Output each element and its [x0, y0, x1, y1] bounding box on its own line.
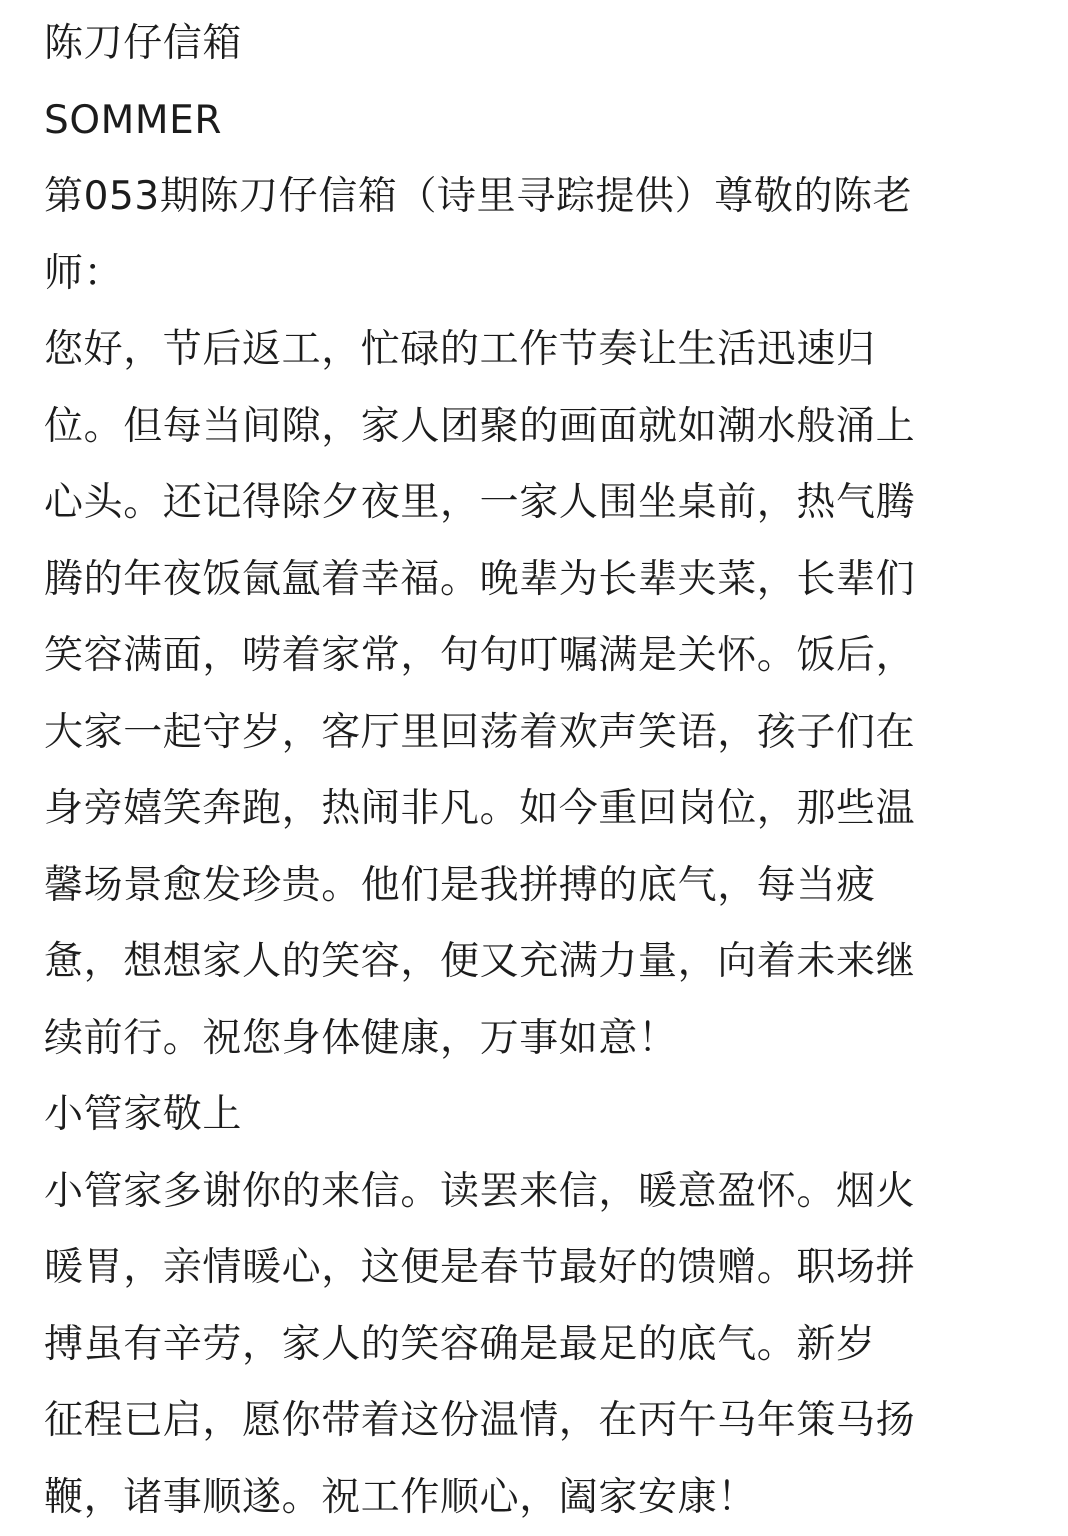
- letter-heading-line: 师：: [44, 236, 1034, 313]
- reply-line: 暖胃，亲情暖心，这便是春节最好的馈赠。职场拼: [44, 1230, 1034, 1307]
- letter-body-line: 馨场景愈发珍贵。他们是我拼搏的底气，每当疲: [44, 848, 1034, 925]
- letter-body-line: 腾的年夜饭氤氲着幸福。晚辈为长辈夹菜，长辈们: [44, 542, 1034, 619]
- letter-heading-line: 第053期陈刀仔信箱（诗里寻踪提供）尊敬的陈老: [44, 159, 1034, 236]
- letter-body-line: 续前行。祝您身体健康，万事如意！: [44, 1001, 1034, 1078]
- letter-body-line: 惫，想想家人的笑容，便又充满力量，向着未来继: [44, 924, 1034, 1001]
- letter-body-line: 心头。还记得除夕夜里，一家人围坐桌前，热气腾: [44, 465, 1034, 542]
- reply-line: 征程已启，愿你带着这份温情，在丙午马年策马扬: [44, 1383, 1034, 1460]
- letter-body-line: 大家一起守岁，客厅里回荡着欢声笑语，孩子们在: [44, 695, 1034, 772]
- reply-line: 小管家多谢你的来信。读罢来信，暖意盈怀。烟火: [44, 1154, 1034, 1231]
- article: [44, 6, 1034, 1536]
- author-name: SOMMER: [44, 83, 1034, 160]
- reply-line: 鞭，诸事顺遂。祝工作顺心，阖家安康！: [44, 1460, 1034, 1536]
- letter-body-line: 笑容满面，唠着家常，句句叮嘱满是关怀。饭后，: [44, 618, 1034, 695]
- reply-line: 搏虽有辛劳，家人的笑容确是最足的底气。新岁: [44, 1307, 1034, 1384]
- letter-signature: 小管家敬上: [44, 1077, 1034, 1154]
- letter-body-line: 位。但每当间隙，家人团聚的画面就如潮水般涌上: [44, 389, 1034, 466]
- letter-body-line: 您好，节后返工，忙碌的工作节奏让生活迅速归: [44, 312, 1034, 389]
- column-title: 陈刀仔信箱: [44, 6, 1034, 83]
- letter-body-line: 身旁嬉笑奔跑，热闹非凡。如今重回岗位，那些温: [44, 771, 1034, 848]
